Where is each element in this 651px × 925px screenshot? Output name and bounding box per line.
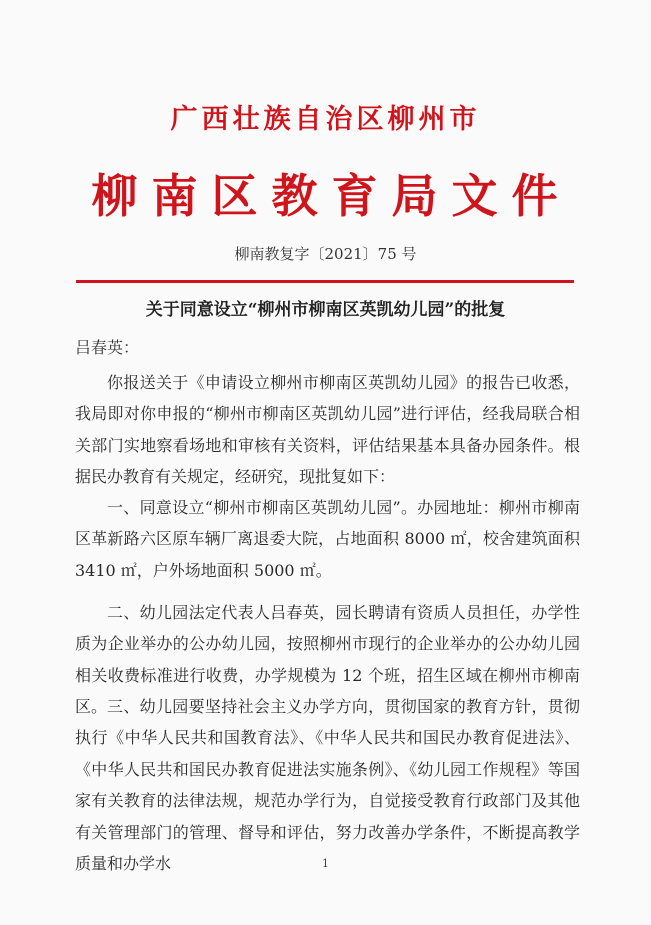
page-number: 1 bbox=[322, 857, 329, 870]
document-title: 关于同意设立“柳州市柳南区英凯幼儿园”的批复 bbox=[145, 300, 506, 320]
body-paragraph-1: 你报送关于《申请设立柳州市柳南区英凯幼儿园》的报告已收悉，我局即对你申报的“柳州市柳南区英凯幼儿园”进行评估，经我局联合相关部门实地察看场地和审核有关资料，评估结果基本具备办园条件。根据民办教育有关规定，经研究，现批复如下： bbox=[75, 373, 580, 487]
document-number: 柳南教复字〔2021〕75 号 bbox=[234, 245, 417, 263]
body-paragraph-4: 三、幼儿园要坚持社会主义办学方向，贯彻国家的教育方针，贯彻执行《中华人民共和国教育法》、《中华人民共和国民办教育促进法》、《中华人民共和国民办教育促进法实施条例》、《幼儿园工作规程》等国家有关教育的法律法规，规范办学行为，自觉接受教育行政部门及其他有关管理部门的管理、督导和评估，努力改善办学条件，不断提高教学质量和办学水 bbox=[75, 697, 580, 874]
issuer-name: 柳南区教育局文件 bbox=[91, 169, 572, 223]
recipient: 吕春英： bbox=[75, 338, 140, 357]
body-paragraph-3: 二、幼儿园法定代表人吕春英，园长聘请有资质人员担任，办学性质为企业举办的公办幼儿园，按照柳州市现行的企业举办的公办幼儿园相关收费标准进行收费，办学规模为 12 个班，招生区域在柳州市柳南区。 bbox=[75, 603, 580, 717]
issuer-region: 广西壮族自治区柳州市 bbox=[170, 104, 481, 135]
body-paragraph-2: 一、同意设立“柳州市柳南区英凯幼儿园”。办园地址：柳州市柳南区革新路六区原车辆厂离退委大院，占地面积 8000 ㎡，校舍建筑面积 3410 ㎡，户外场地面积 5000 ㎡。 bbox=[75, 498, 580, 580]
header-divider bbox=[76, 280, 574, 283]
